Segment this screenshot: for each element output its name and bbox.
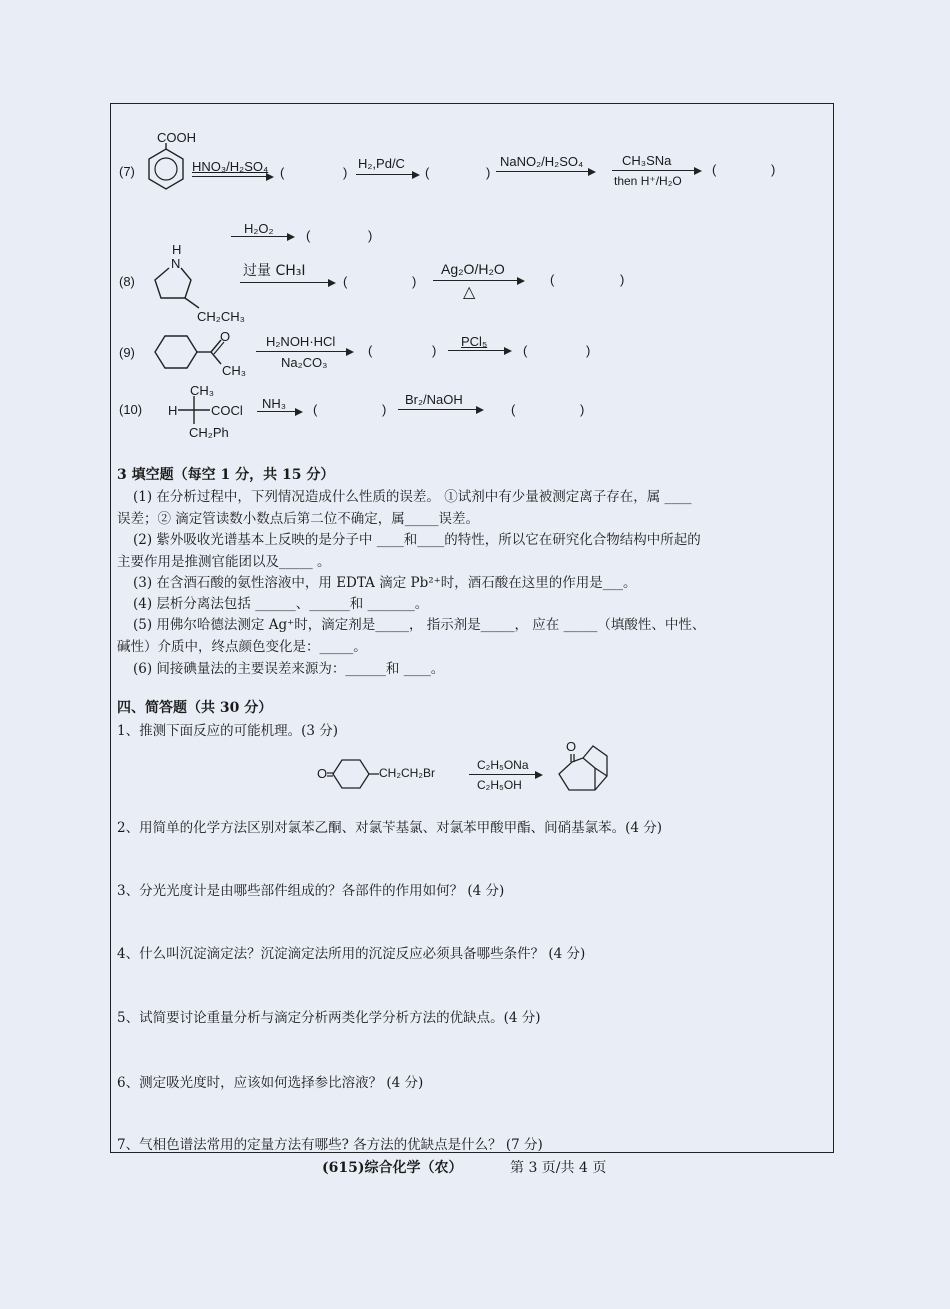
reagent-label: Na₂CO₃ — [281, 355, 328, 370]
question-line: 7、气相色谱法常用的定量方法有哪些? 各方法的优缺点是什么？ (7 分) — [117, 1137, 543, 1153]
substituent-label: CH₃ — [222, 363, 247, 378]
blank-open: ( — [313, 402, 318, 417]
reaction-arrow — [433, 280, 523, 281]
bicyclic-ketone-structure — [555, 742, 615, 794]
question-line: (6) 间接碘量法的主要误差来源为：______和 ____。 — [133, 661, 445, 677]
question-line: (3) 在含酒石酸的氨性溶液中，用 EDTA 滴定 Pb²⁺时，酒石酸在这里的作用是___。 — [133, 575, 637, 591]
reagent-label: H₂O₂ — [244, 221, 274, 236]
reagent-label: H₂,Pd/C — [358, 156, 405, 171]
reagent-label: C₂H₅ONa — [477, 758, 529, 772]
reaction-arrow — [256, 351, 352, 352]
question-line: 3、分光光度计是由哪些部件组成的？各部件的作用如何？ (4 分) — [117, 883, 505, 899]
reaction-arrow — [240, 282, 334, 283]
reagent-label: HNO₃/H₂SO₄ — [192, 159, 269, 174]
substituent-label: COCl — [211, 403, 243, 418]
question-line: (2) 紫外吸收光谱基本上反映的是分子中 ____和____的特性，所以它在研究化合物结构中所起的 — [133, 532, 701, 548]
question-line: 主要作用是推测官能团以及_____ 。 — [117, 554, 331, 570]
blank-open: ( — [523, 343, 528, 358]
reaction-number: (10) — [119, 402, 143, 417]
benzene-ring-structure — [146, 147, 186, 191]
blank-close: ) — [382, 402, 387, 417]
blank-close: ) — [586, 343, 591, 358]
substituent-label: CH₂CH₃ — [197, 309, 245, 324]
subject-code: (615)综合化学（农） — [322, 1160, 463, 1176]
substituent-label: CH₂Ph — [189, 425, 229, 440]
blank-open: ( — [306, 228, 311, 243]
blank-close: ) — [580, 402, 585, 417]
blank-open: ( — [712, 162, 717, 177]
substituent-label: COOH — [157, 130, 196, 145]
blank-open: ( — [550, 272, 555, 287]
fischer-cross — [178, 396, 212, 426]
blank-close: ) — [620, 272, 625, 287]
question-line: (1) 在分析过程中，下列情况造成什么性质的误差。 ①试剂中有少量被测定离子存在，属 ____ — [133, 489, 692, 505]
question-line: 6、测定吸光度时，应该如何选择参比溶液？ (4 分) — [117, 1075, 424, 1091]
reagent-label: NH₃ — [262, 396, 287, 411]
blank-open: ( — [343, 274, 348, 289]
atom-label: O — [566, 739, 577, 754]
question-line: (4) 层析分离法包括 ______、______和 _______。 — [133, 596, 429, 612]
blank-open: ( — [368, 343, 373, 358]
reagent-label: Br₂/NaOH — [405, 392, 463, 407]
question-line: 1、推测下面反应的可能机理。(3 分) — [117, 723, 339, 739]
question-line: 误差；② 滴定管读数小数点后第二位不确定，属_____误差。 — [117, 511, 480, 527]
substituent-label: H — [168, 403, 178, 418]
reaction-arrow — [612, 170, 700, 171]
blank-close: ) — [368, 228, 373, 243]
section-title: 四、简答题（共 30 分） — [117, 700, 273, 716]
reaction-arrow — [469, 774, 541, 775]
blank-close: ) — [771, 162, 776, 177]
blank-close: ) — [412, 274, 417, 289]
substituent-label: CH₂CH₂Br — [379, 766, 435, 780]
reagent-label: NaNO₂/H₂SO₄ — [500, 154, 584, 169]
atom-label: H — [172, 242, 182, 257]
reaction-number: (9) — [119, 345, 135, 360]
atom-label: O — [317, 766, 328, 781]
atom-label: O — [220, 329, 231, 344]
reaction-arrow — [448, 350, 510, 351]
reaction-arrow — [356, 174, 418, 175]
heat-symbol: △ — [463, 282, 476, 301]
pyrrolidine-ring-structure — [155, 268, 200, 308]
substituent-label: CH₃ — [190, 383, 215, 398]
reagent-label: C₂H₅OH — [477, 778, 522, 792]
reaction-number: (7) — [119, 164, 135, 179]
reaction-arrow — [257, 411, 301, 412]
reaction-arrow — [192, 176, 272, 177]
reagent-label: then H⁺/H₂O — [614, 174, 682, 188]
question-line: 5、试简要讨论重量分析与滴定分析两类化学分析方法的优缺点。(4 分) — [117, 1010, 541, 1026]
blank-close: ) — [486, 165, 491, 180]
question-line: 碱性）介质中，终点颜色变化是：_____。 — [117, 639, 367, 655]
reagent-label: PCl₅ — [461, 334, 488, 349]
reaction-number: (8) — [119, 274, 135, 289]
atom-label: N — [171, 256, 181, 271]
question-line: 2、用简单的化学方法区别对氯苯乙酮、对氯苄基氯、对氯苯甲酸甲酯、间硝基氯苯。(4 分) — [117, 820, 663, 836]
blank-close: ) — [432, 343, 437, 358]
blank-close: ) — [343, 165, 348, 180]
question-line: 4、什么叫沉淀滴定法？沉淀滴定法所用的沉淀反应必须具备哪些条件？ (4 分) — [117, 946, 586, 962]
reagent-label: H₂NOH·HCl — [266, 334, 336, 349]
blank-open: ( — [280, 165, 285, 180]
reaction-arrow — [231, 236, 293, 237]
reagent-label: Ag₂O/H₂O — [441, 261, 505, 277]
blank-open: ( — [511, 402, 516, 417]
reagent-label: 过量 CH₃I — [243, 263, 306, 279]
cyclohexanone-structure — [327, 757, 381, 791]
page-number: 第 3 页/共 4 页 — [510, 1160, 607, 1176]
reaction-arrow — [496, 171, 594, 172]
reaction-arrow — [398, 409, 482, 410]
question-line: (5) 用佛尔哈德法测定 Ag⁺时，滴定剂是_____， 指示剂是_____， 应在 _____（填酸性、中性、 — [133, 617, 706, 633]
reagent-label: CH₃SNa — [622, 153, 672, 168]
blank-open: ( — [425, 165, 430, 180]
section-title: 3 填空题（每空 1 分，共 15 分） — [117, 467, 335, 483]
